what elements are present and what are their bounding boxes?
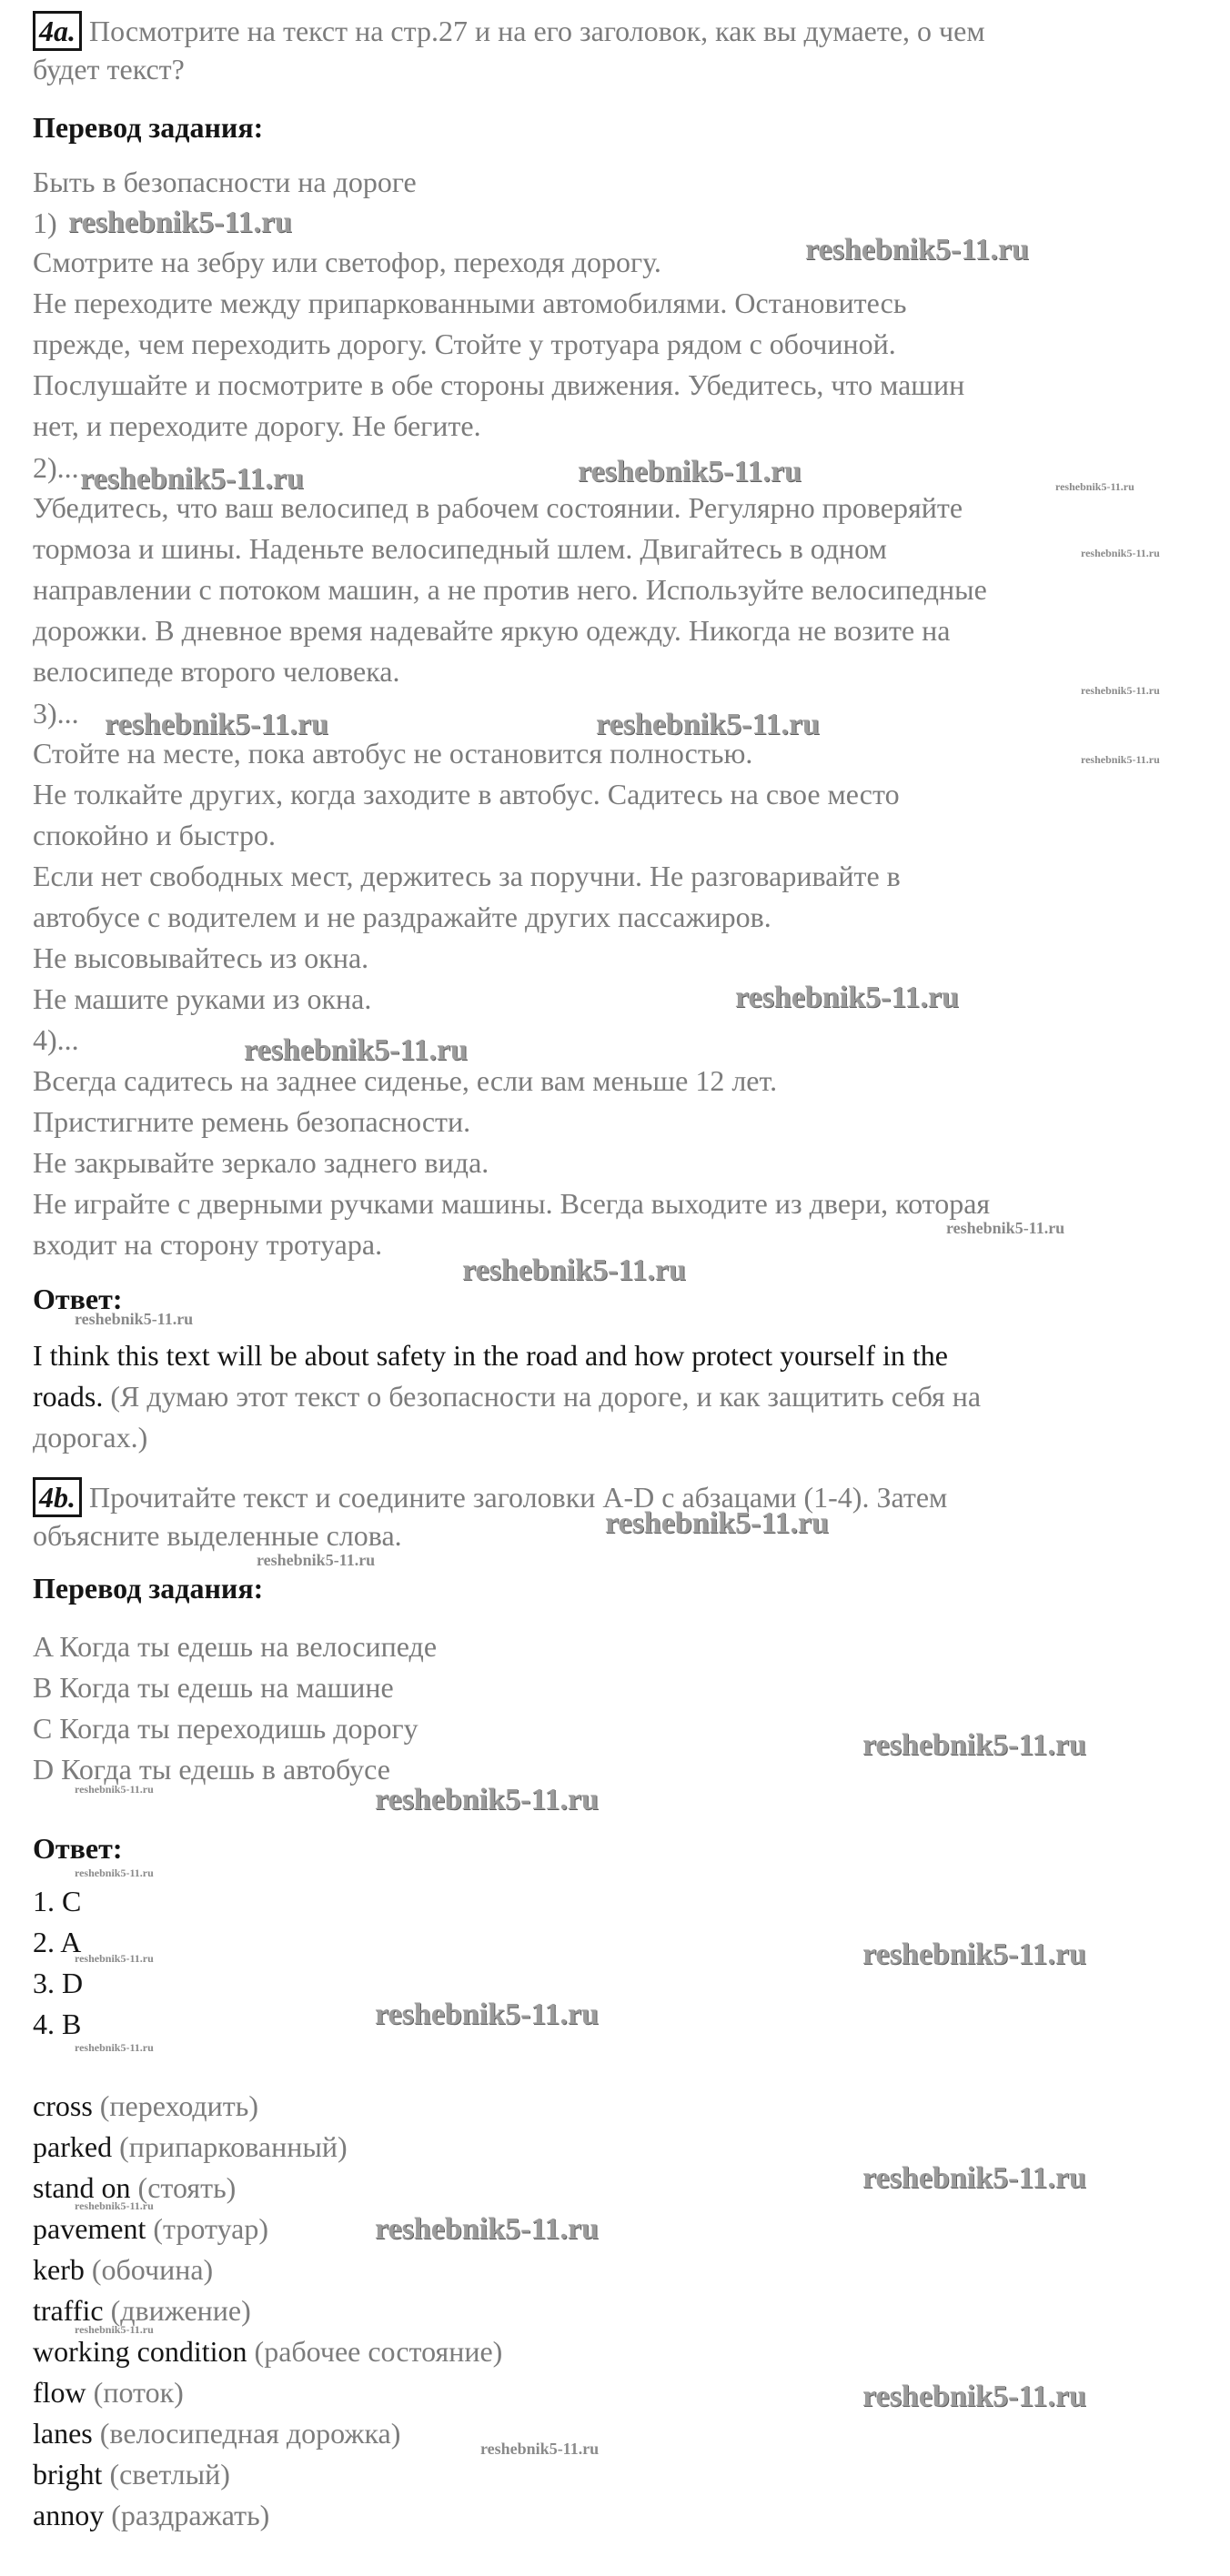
translation-line: входит на сторону тротуара. — [33, 1228, 383, 1261]
vocab-en: annoy — [33, 2499, 105, 2531]
vocab-item — [33, 2251, 213, 2288]
translation-line: направлении с потоком машин, а не против него. Используйте велосипедные — [33, 573, 987, 606]
translation-line: нет, и переходите дорогу. Не бегите. — [33, 409, 481, 442]
vocab-item — [33, 2456, 230, 2492]
vocab-item — [33, 2374, 184, 2410]
watermark: reshebnik5-11.ru — [862, 1937, 1086, 1971]
translation-line: Не переходите между припаркованными автомобилями. Остановитесь — [33, 287, 907, 319]
task-4b-number: 4b. — [33, 1477, 82, 1517]
watermark: reshebnik5-11.ru — [1081, 547, 1160, 559]
task-4a-prompt-line-1 — [33, 11, 985, 51]
translation-line: Не машите руками из окна. — [33, 982, 372, 1015]
watermark: reshebnik5-11.ru — [805, 233, 1029, 267]
task-4a-answer-en-line-1: I think this text will be about safety in the road and how protect yourself in the — [33, 1339, 948, 1372]
watermark: reshebnik5-11.ru — [257, 1551, 376, 1569]
task-4a-prompt-line-2: будет текст? — [33, 53, 185, 86]
answer-item: 3. D — [33, 1967, 84, 1999]
vocab-item — [33, 2088, 258, 2124]
watermark: reshebnik5-11.ru — [578, 455, 802, 488]
watermark: reshebnik5-11.ru — [1055, 480, 1134, 493]
vocab-en: flow — [33, 2376, 86, 2409]
watermark: reshebnik5-11.ru — [862, 1728, 1086, 1762]
vocab-item — [33, 2210, 268, 2247]
translation-line: дорожки. В дневное время надевайте яркую одежду. Никогда не возите на — [33, 614, 951, 647]
vocab-ru: (велосипедная дорожка) — [99, 2417, 401, 2450]
watermark: reshebnik5-11.ru — [375, 1997, 599, 2031]
translation-line: Послушайте и посмотрите в обе стороны движения. Убедитесь, что машин — [33, 368, 965, 401]
vocab-en: pavement — [33, 2212, 146, 2245]
translation-line: велосипеде второго человека. — [33, 655, 400, 688]
answer-item: 4. B — [33, 2007, 82, 2040]
vocab-en: cross — [33, 2089, 93, 2122]
translation-line: Не закрывайте зеркало заднего вида. — [33, 1146, 489, 1179]
task-4a-number: 4a. — [33, 11, 82, 51]
watermark: reshebnik5-11.ru — [462, 1253, 686, 1287]
heading-line: D Когда ты едешь в автобусе — [33, 1753, 390, 1786]
watermark: reshebnik5-11.ru — [375, 2212, 599, 2246]
watermark: reshebnik5-11.ru — [735, 981, 959, 1014]
watermark: reshebnik5-11.ru — [862, 2161, 1086, 2195]
heading-line: C Когда ты переходишь дорогу — [33, 1712, 418, 1745]
watermark: reshebnik5-11.ru — [75, 2041, 154, 2054]
heading-line: B Когда ты едешь на машине — [33, 1671, 394, 1704]
vocab-en: kerb — [33, 2253, 85, 2286]
vocab-item — [33, 2415, 400, 2451]
task-4a-answer-line-2 — [33, 1378, 981, 1414]
translation-line: Не высовывайтесь из окна. — [33, 941, 369, 974]
watermark: reshebnik5-11.ru — [75, 1310, 194, 1328]
watermark: reshebnik5-11.ru — [80, 462, 304, 496]
watermark: reshebnik5-11.ru — [75, 2323, 154, 2336]
watermark: reshebnik5-11.ru — [862, 2380, 1086, 2413]
watermark: reshebnik5-11.ru — [946, 1219, 1065, 1237]
translation-line: Пристигните ремень безопасности. — [33, 1105, 471, 1138]
watermark: reshebnik5-11.ru — [480, 2440, 600, 2458]
translation-line: тормоза и шины. Наденьте велосипедный шлем. Двигайтесь в одном — [33, 532, 887, 565]
translation-line: Если нет свободных мест, держитесь за поручни. Не разговаривайте в — [33, 860, 901, 892]
translation-line: Не толкайте других, когда заходите в автобус. Садитесь на свое место — [33, 778, 900, 810]
vocab-en: parked — [33, 2130, 113, 2163]
watermark: reshebnik5-11.ru — [75, 1952, 154, 1965]
watermark: reshebnik5-11.ru — [105, 708, 328, 741]
translation-line: 2)... — [33, 451, 79, 484]
vocab-en: stand on — [33, 2171, 131, 2204]
watermark: reshebnik5-11.ru — [75, 1867, 154, 1879]
vocab-ru: (раздражать) — [111, 2499, 270, 2531]
translation-line: Убедитесь, что ваш велосипед в рабочем состоянии. Регулярно проверяйте — [33, 491, 963, 524]
heading-line: A Когда ты едешь на велосипеде — [33, 1630, 438, 1663]
translation-line: Всегда садитесь на заднее сиденье, если вам меньше 12 лет. — [33, 1064, 778, 1097]
task-4a-translation-header: Перевод задания: — [33, 111, 264, 144]
vocab-en: working condition — [33, 2335, 247, 2368]
vocab-ru: (рабочее состояние) — [254, 2335, 503, 2368]
watermark: reshebnik5-11.ru — [244, 1033, 468, 1067]
vocab-ru: (тротуар) — [153, 2212, 268, 2245]
task-4a-answer-ru-1: (Я думаю этот текст о безопасности на дороге, и как защитить себя на — [110, 1380, 982, 1413]
vocab-ru: (обочина) — [91, 2253, 214, 2286]
task-4b-answer-header: Ответ: — [33, 1832, 123, 1865]
watermark: reshebnik5-11.ru — [1081, 753, 1160, 766]
vocab-en: lanes — [33, 2417, 93, 2450]
translation-line: Смотрите на зебру или светофор, переходя дорогу. — [33, 246, 661, 278]
vocab-en: bright — [33, 2458, 103, 2490]
task-4a-answer-header: Ответ: — [33, 1283, 123, 1315]
translation-line: спокойно и быстро. — [33, 819, 276, 851]
vocab-ru: (переходить) — [99, 2089, 259, 2122]
translation-line: автобусе с водителем и не раздражайте других пассажиров. — [33, 901, 771, 933]
translation-line: Быть в безопасности на дороге — [33, 166, 417, 198]
vocab-ru: (стоять) — [137, 2171, 237, 2204]
translation-line: прежде, чем переходить дорогу. Стойте у тротуара рядом с обочиной. — [33, 327, 896, 360]
vocab-item — [33, 2128, 348, 2165]
vocab-item — [33, 2497, 269, 2533]
watermark: reshebnik5-11.ru — [1081, 684, 1160, 697]
translation-line: Не играйте с дверными ручками машины. Всегда выходите из двери, которая — [33, 1187, 991, 1220]
watermark: reshebnik5-11.ru — [605, 1506, 829, 1540]
task-4a-answer-en-2: roads. — [33, 1380, 104, 1413]
vocab-en: traffic — [33, 2294, 104, 2327]
task-4b-translation-header: Перевод задания: — [33, 1572, 264, 1605]
watermark: reshebnik5-11.ru — [75, 2199, 154, 2212]
translation-line: 1) — [33, 206, 57, 239]
watermark: reshebnik5-11.ru — [75, 1783, 154, 1796]
translation-line: 4)... — [33, 1023, 79, 1056]
vocab-ru: (припаркованный) — [119, 2130, 348, 2163]
translation-line: 3)... — [33, 697, 79, 730]
watermark: reshebnik5-11.ru — [596, 708, 820, 741]
vocab-ru: (светлый) — [109, 2458, 230, 2490]
vocab-ru: (поток) — [93, 2376, 184, 2409]
vocab-ru: (движение) — [110, 2294, 251, 2327]
vocab-item — [33, 2333, 502, 2370]
answer-item: 2. A — [33, 1926, 82, 1958]
translation-line: Стойте на месте, пока автобус не остановится полностью. — [33, 737, 753, 770]
task-4b-prompt-text: Прочитайте текст и соедините заголовки A-D с абзацами (1-4). Затем — [89, 1481, 948, 1514]
answer-item: 1. C — [33, 1885, 82, 1917]
task-4a-answer-ru-line-2: дорогах.) — [33, 1421, 148, 1454]
watermark: reshebnik5-11.ru — [68, 206, 292, 239]
watermark: reshebnik5-11.ru — [375, 1783, 599, 1816]
task-4b-prompt-line-2: объясните выделенные слова. — [33, 1519, 402, 1552]
task-4a-prompt-text: Посмотрите на текст на стр.27 и на его заголовок, как вы думаете, о чем — [89, 15, 985, 47]
